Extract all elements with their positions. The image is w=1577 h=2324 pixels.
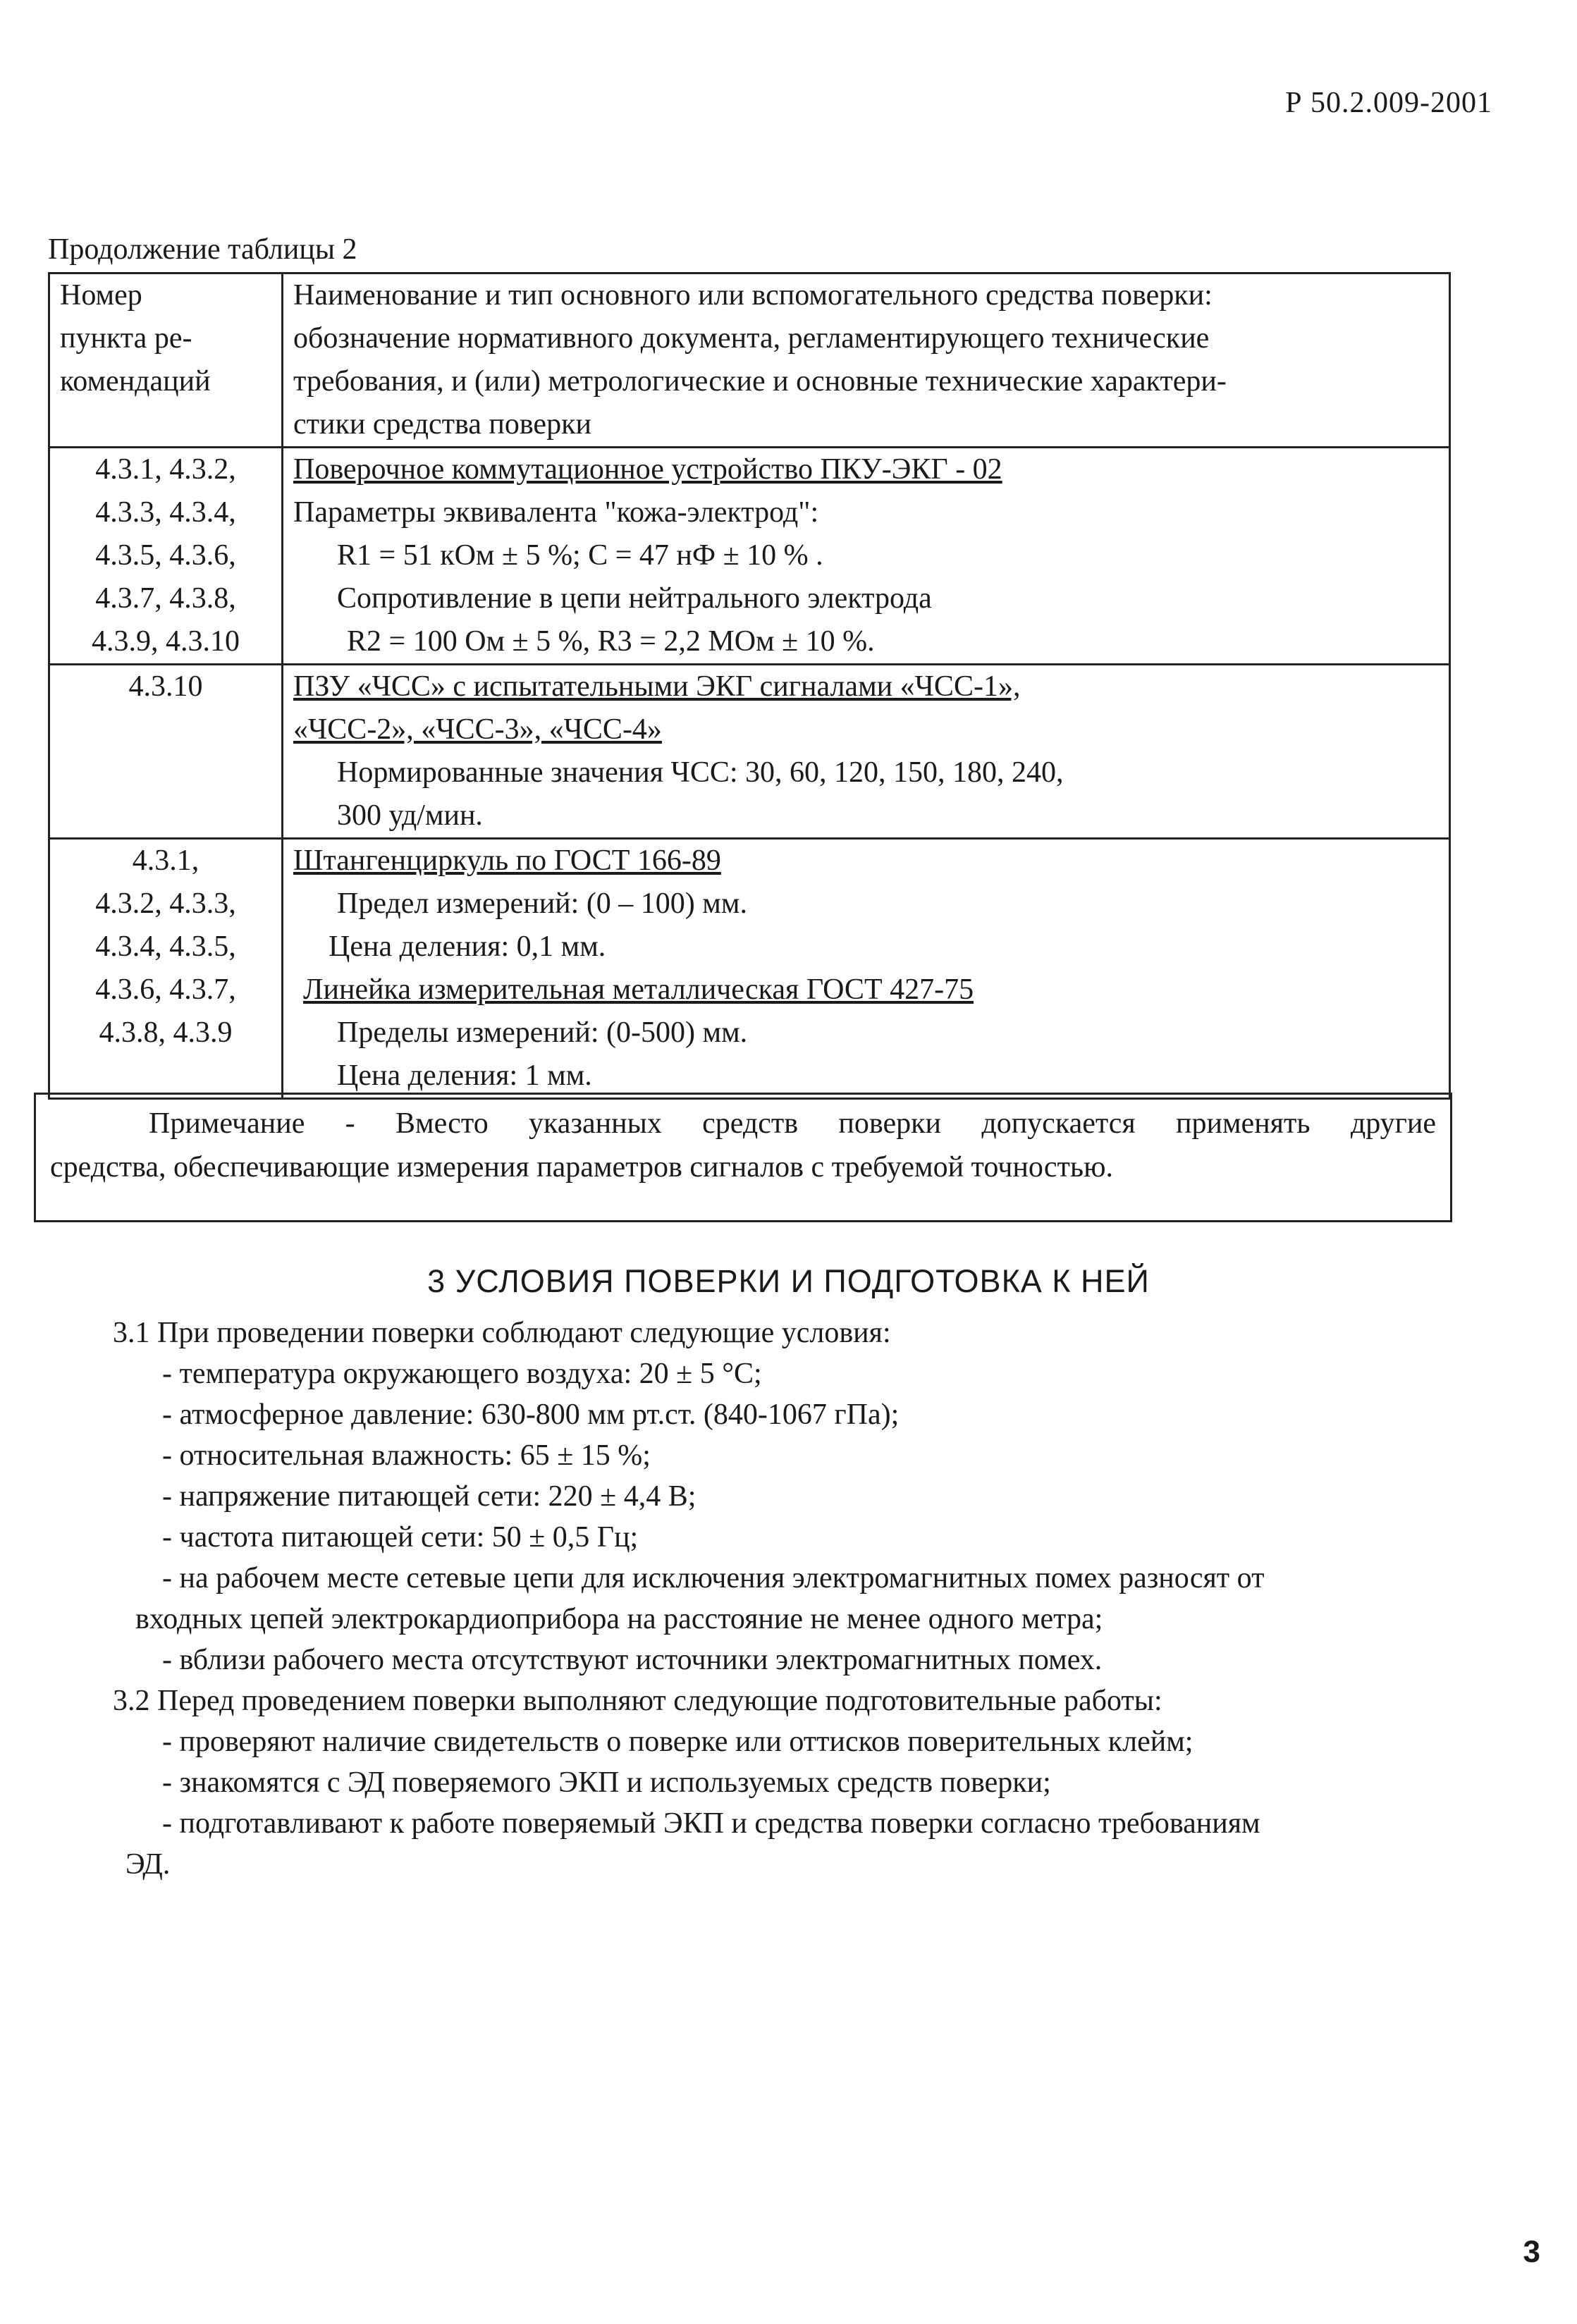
note-line: Примечание - Вместо указанных средств поверки допускается применять другие <box>149 1107 1436 1140</box>
row-number-cell <box>49 665 283 839</box>
condition-item: - частота питающей сети: 50 ± 0,5 Гц; <box>162 1521 639 1554</box>
preparation-item: - подготавливают к работе поверяемый ЭКП и средства поверки согласно требованиям <box>162 1807 1260 1840</box>
section-title: 3 УСЛОВИЯ ПОВЕРКИ И ПОДГОТОВКА К НЕЙ <box>427 1263 1150 1299</box>
device-param-line: Нормированные значения ЧСС: 30, 60, 120, 150, 180, 240, <box>337 756 1064 789</box>
device-title: Линейка измерительная металлическая ГОСТ 427-75 <box>303 973 974 1006</box>
header-num-line: пункта ре- <box>60 322 192 355</box>
condition-item: - температура окружающего воздуха: 20 ± 5 °С; <box>162 1358 762 1390</box>
preparation-item-continuation: ЭД. <box>125 1848 171 1881</box>
device-title: Штангенциркуль по ГОСТ 166-89 <box>293 844 721 877</box>
row-description-cell <box>283 839 1450 1099</box>
row-description-cell <box>283 448 1450 665</box>
paragraph-3-2: 3.2 Перед проведением поверки выполняют следующие подготовительные работы: <box>113 1685 1162 1717</box>
condition-item: - атмосферное давление: 630-800 мм рт.ст. (840-1067 гПа); <box>162 1398 900 1431</box>
row-number-line: 4.3.4, 4.3.5, <box>95 930 236 963</box>
row-number-line: 4.3.9, 4.3.10 <box>92 625 240 658</box>
row-number-line: 4.3.8, 4.3.9 <box>99 1016 233 1049</box>
document-code: Р 50.2.009-2001 <box>1285 87 1492 119</box>
device-title: «ЧСС-2», «ЧСС-3», «ЧСС-4» <box>293 713 662 746</box>
row-number-cell <box>49 839 283 1099</box>
preparation-item: - проверяют наличие свидетельств о поверке или оттисков поверительных клейм; <box>162 1726 1194 1758</box>
section-body <box>113 1312 1516 1885</box>
row-number-line: 4.3.6, 4.3.7, <box>95 973 236 1006</box>
header-num-line: комендаций <box>60 365 211 398</box>
device-title: Поверочное коммутационное устройство ПКУ-ЭКГ - 02 <box>293 453 1002 486</box>
row-number-line: 4.3.1, <box>132 844 200 877</box>
preparation-item: - знакомятся с ЭД поверяемого ЭКП и используемых средств поверки; <box>162 1766 1051 1799</box>
device-param-line: Предел измерений: (0 – 100) мм. <box>337 887 747 920</box>
header-cell-description <box>283 273 1450 448</box>
row-number-line: 4.3.2, 4.3.3, <box>95 887 236 920</box>
condition-item-continuation: входных цепей электрокардиоприбора на расстояние не менее одного метра; <box>135 1603 1103 1635</box>
condition-item: - вблизи рабочего места отсутствуют источники электромагнитных помех. <box>162 1644 1103 1676</box>
table-caption: Продолжение таблицы 2 <box>48 233 357 266</box>
verification-tools-table <box>48 272 1451 1100</box>
table-header-row <box>49 273 1450 448</box>
row-number-line: 4.3.1, 4.3.2, <box>95 453 236 486</box>
device-param-line: Цена деления: 0,1 мм. <box>329 930 606 963</box>
row-number-line: 4.3.10 <box>128 670 203 703</box>
device-param-line: Пределы измерений: (0-500) мм. <box>337 1016 748 1049</box>
header-desc-line: обозначение нормативного документа, регламентирующего технические <box>293 322 1210 355</box>
device-param-line: Сопротивление в цепи нейтрального электрода <box>337 582 932 615</box>
row-number-line: 4.3.3, 4.3.4, <box>95 496 236 529</box>
table-row <box>49 665 1450 839</box>
page-number: 3 <box>1523 2234 1540 2269</box>
paragraph-3-1: 3.1 При проведении поверки соблюдают следующие условия: <box>113 1317 891 1349</box>
row-number-line: 4.3.5, 4.3.6, <box>95 539 236 572</box>
device-param-line: 300 уд/мин. <box>337 799 483 832</box>
condition-item: - на рабочем месте сетевые цепи для исключения электромагнитных помех разносят от <box>162 1562 1265 1594</box>
table-row <box>49 839 1450 1099</box>
row-description-cell <box>283 665 1450 839</box>
condition-item: - напряжение питающей сети: 220 ± 4,4 В; <box>162 1480 697 1513</box>
header-desc-line: требования, и (или) метрологические и основные технические характери- <box>293 365 1227 398</box>
device-param-line: R2 = 100 Ом ± 5 %, R3 = 2,2 МОм ± 10 %. <box>347 625 875 658</box>
row-number-line: 4.3.7, 4.3.8, <box>95 582 236 615</box>
header-desc-line: Наименование и тип основного или вспомогательного средства поверки: <box>293 279 1213 312</box>
header-desc-line: стики средства поверки <box>293 408 591 441</box>
note-line: средства, обеспечивающие измерения параметров сигналов с требуемой точностью. <box>50 1151 1113 1183</box>
condition-item: - относительная влажность: 65 ± 15 %; <box>162 1439 651 1472</box>
row-number-cell <box>49 448 283 665</box>
device-title: ПЗУ «ЧСС» с испытательными ЭКГ сигналами «ЧСС-1», <box>293 670 1021 703</box>
header-cell-number <box>49 273 283 448</box>
header-num-line: Номер <box>60 279 142 312</box>
device-param-line: Параметры эквивалента "кожа-электрод": <box>293 496 819 529</box>
table-note <box>34 1093 1452 1222</box>
device-param-line: Цена деления: 1 мм. <box>337 1059 592 1092</box>
device-param-line: R1 = 51 кОм ± 5 %; С = 47 нФ ± 10 % . <box>337 539 823 572</box>
table-row <box>49 448 1450 665</box>
